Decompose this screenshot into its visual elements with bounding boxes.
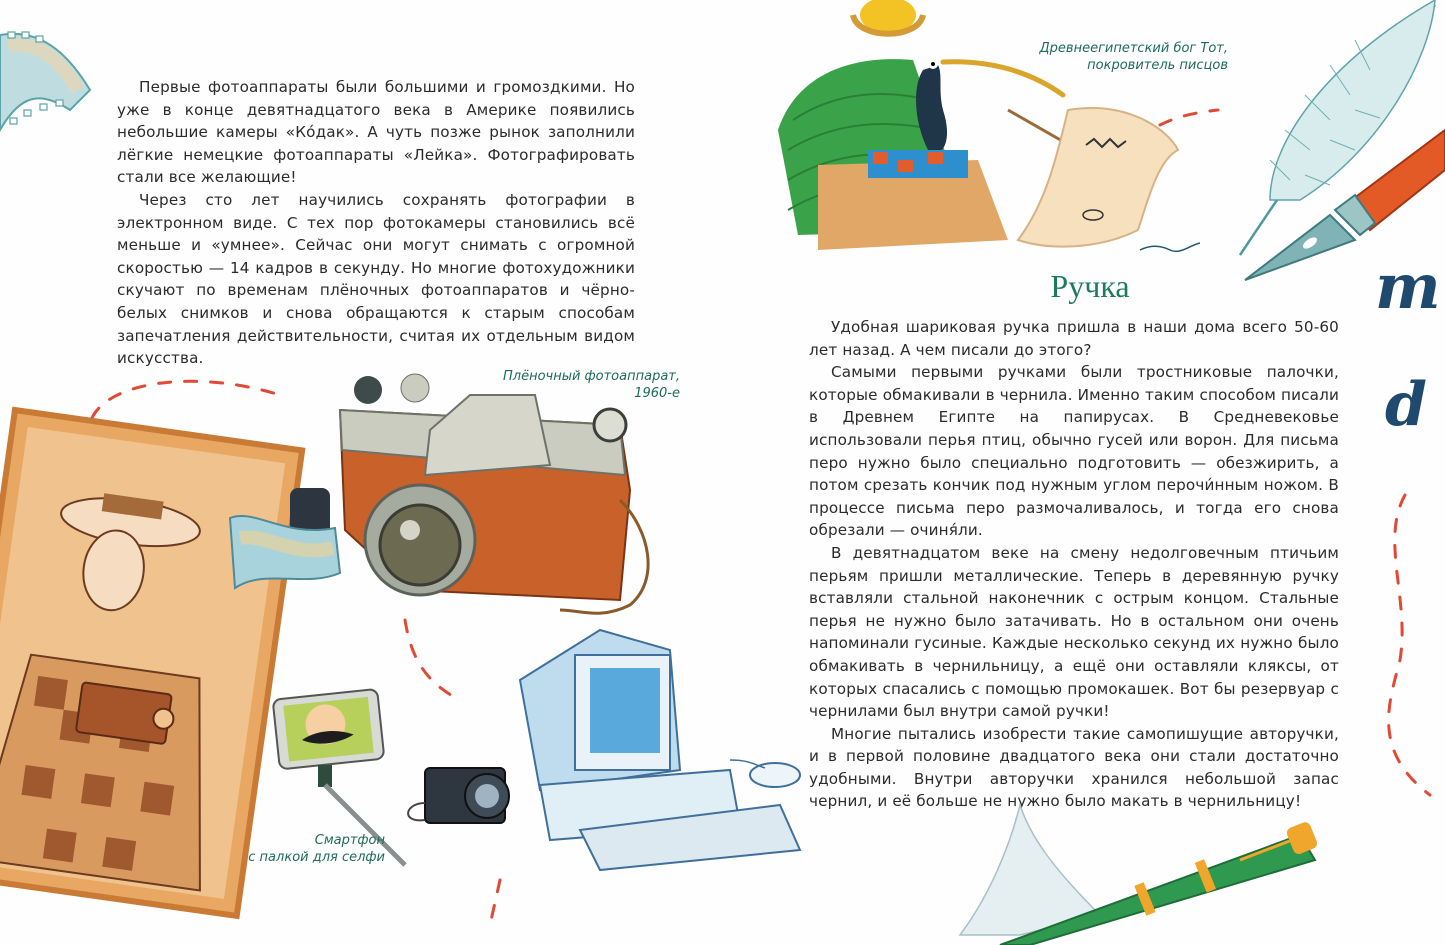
film-strip-illustration bbox=[0, 20, 95, 130]
right-paragraph-4: Многие пытались изобрести такие самопишущие авторучки, и в первой половине двадцатого века они стали достаточно удобными. Внутри авторучки хранился небольшой запас чернил, и её больше не нужно было макать в чернильницу! bbox=[809, 724, 1339, 811]
digital-camera-illustration bbox=[405, 758, 525, 838]
section-heading: Ручка bbox=[1050, 268, 1130, 304]
calligraphy-letter-d: d bbox=[1385, 370, 1427, 440]
left-paragraph-1: Первые фотоаппараты были большими и громоздкими. Но уже в конце девятнадцатого века в Америке появились небольшие камеры «Ко́дак». А чуть позже рынок заполнили лёгкие немецкие фотоаппараты «Лейка». Фотографировать стали все желающие! bbox=[117, 78, 635, 187]
right-paragraph-1: Удобная шариковая ручка пришла в наши дома всего 50-60 лет назад. А чем писали до этого? bbox=[809, 318, 1339, 359]
thoth-illustration bbox=[778, 0, 1208, 260]
caption-thoth: Древнеегипетский бог Тот, покровитель писцов bbox=[1039, 41, 1228, 73]
right-text-column bbox=[809, 316, 1339, 813]
caption-smartphone: Смартфон с палкой для селфи bbox=[248, 833, 385, 865]
retro-computer-illustration bbox=[480, 610, 810, 870]
left-text-column bbox=[117, 76, 635, 370]
left-paragraph-2: Через сто лет научились сохранять фотографии в электронном виде. С тех пор фотокамеры становились всё меньше и «умнее». Сейчас они могут снимать с огромной скоростью — 14 кадров в секунду. Но многие фотохудожники скучают по временам плёночных фотоаппаратов и чёрно-белых снимков и снова обращаются к старым способам запечатления действительности, считая их отдельным видом искусства. bbox=[117, 190, 635, 368]
scribble-line bbox=[1140, 240, 1220, 260]
caption-film-camera: Плёночный фотоаппарат, 1960-е bbox=[502, 369, 680, 401]
fountain-pen-illustration bbox=[1000, 815, 1330, 945]
right-paragraph-3: В девятнадцатом веке на смену недолговечным птичьим перьям пришли металлические. Теперь в деревянную ручку вставляли стальной наконечник с острым концом. Стальные перья не нужно было затачивать. Но в остальном они очень напоминали гусиные. Каждые несколько секунд их нужно было обмакивать в чернильницу, а ещё они оставляли кляксы, от которых спасались с помощью промокашек. Вот бы резервуар с чернилами был внутри самой ручки! bbox=[809, 543, 1339, 721]
right-paragraph-2: Самыми первыми ручками были тростниковые палочки, которые обмакивали в чернила. Именно таким способом писали в Древнем Египте на папирусах. В Средневековье использовали перья птиц, обычно гусей или ворон. Для письма перо нужно было специально подготовить — обезжирить, а потом срезать кончик под нужным углом перочи́нным ножом. В процессе письма перо размочаливалось, и тогда его снова обрезали — очиня́ли. bbox=[809, 363, 1339, 540]
calligraphy-letter-m: m bbox=[1375, 250, 1441, 323]
